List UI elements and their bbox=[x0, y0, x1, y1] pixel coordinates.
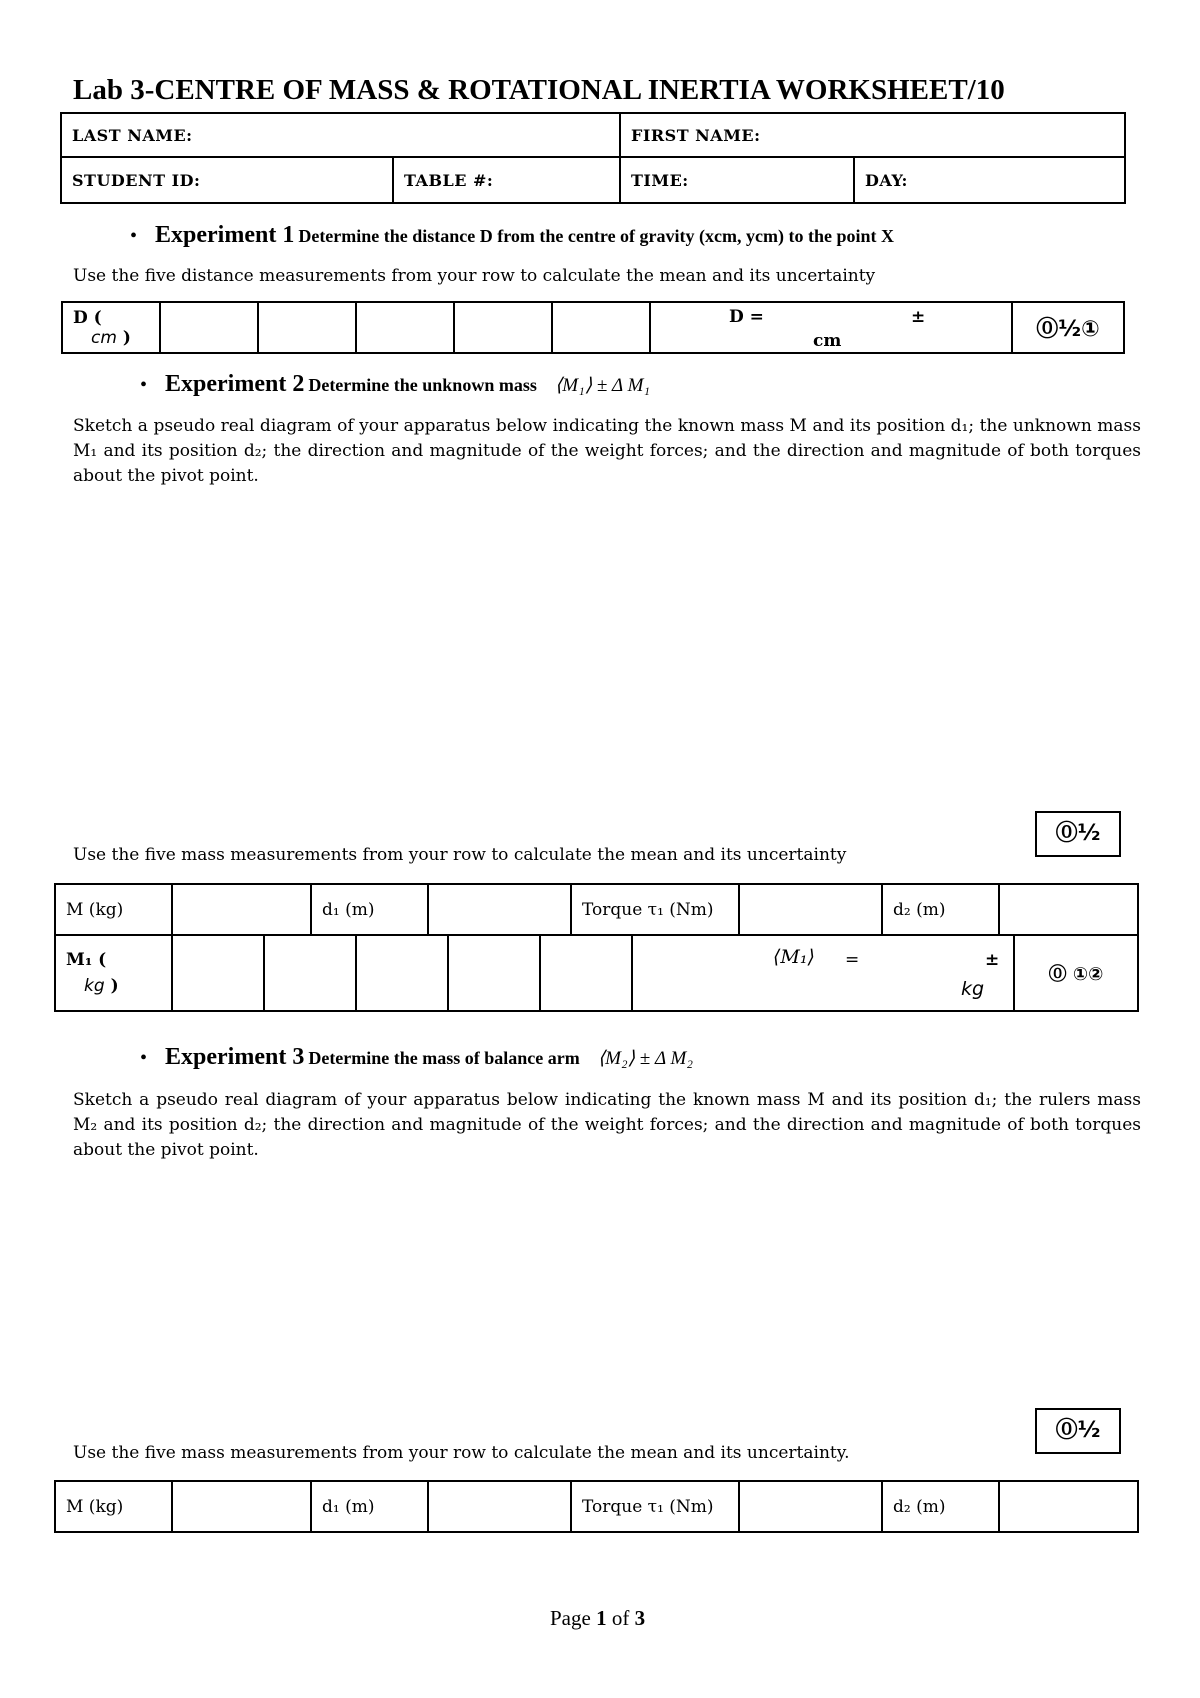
bullet: • bbox=[140, 374, 148, 396]
d-cell-2[interactable] bbox=[258, 302, 356, 353]
experiment-3-heading bbox=[140, 1044, 693, 1071]
experiment-1-description: Determine the distance D from the centre of gravity (xcm, ycm) to the point X bbox=[298, 226, 894, 246]
experiment-3-instruction: Use the five mass measurements from your row to calculate the mean and its uncertainty. bbox=[73, 1443, 850, 1463]
m1-cell-1[interactable] bbox=[172, 935, 264, 1011]
bullet: • bbox=[140, 1047, 148, 1069]
m1-cell-2[interactable] bbox=[264, 935, 356, 1011]
exp2-score: ⓪ ①② bbox=[1014, 935, 1138, 1011]
d2-value[interactable] bbox=[999, 884, 1138, 935]
d-mean-unit: cm bbox=[813, 331, 842, 351]
d1-value[interactable] bbox=[428, 1481, 571, 1532]
day-field[interactable]: DAY: bbox=[854, 157, 1125, 203]
exp1-score: ⓪½① bbox=[1012, 302, 1124, 353]
table-number-field[interactable]: TABLE #: bbox=[393, 157, 620, 203]
experiment-2-heading bbox=[140, 371, 650, 398]
d-row-label-text: D ( bbox=[73, 307, 102, 328]
exp2-sketch-score: ⓪½ bbox=[1035, 811, 1121, 857]
experiment-2-description: Determine the unknown mass bbox=[308, 375, 537, 395]
m1-table bbox=[54, 934, 1139, 1012]
experiment-3-sketch-area[interactable] bbox=[73, 1165, 1123, 1405]
student-id-field[interactable]: STUDENT ID: bbox=[61, 157, 393, 203]
d2-value[interactable] bbox=[999, 1481, 1138, 1532]
d-mean-label: D = bbox=[729, 307, 764, 327]
page-prefix: Page bbox=[550, 1606, 597, 1630]
m1-mean-cell[interactable] bbox=[632, 935, 1014, 1011]
experiment-3-sketch-instruction: Sketch a pseudo real diagram of your apparatus below indicating the known mass M and its position d₁; the rulers mass M₂ and its position d₂; the direction and magnitude of the weight forces; and the direction and magnitude of both torques about the pivot point. bbox=[73, 1090, 1141, 1160]
d1-value[interactable] bbox=[428, 884, 571, 935]
d1-label: d₁ (m) bbox=[311, 884, 428, 935]
d-cell-4[interactable] bbox=[454, 302, 552, 353]
d1-label: d₁ (m) bbox=[311, 1481, 428, 1532]
experiment-2-label: Experiment 2 bbox=[165, 371, 305, 397]
torque-label: Torque τ₁ (Nm) bbox=[571, 884, 739, 935]
m-value[interactable] bbox=[172, 884, 311, 935]
m1-row-label-text: M₁ ( bbox=[66, 950, 107, 970]
torque-value[interactable] bbox=[739, 1481, 882, 1532]
distance-table bbox=[61, 301, 1125, 354]
m1-cell-3[interactable] bbox=[356, 935, 448, 1011]
m1-close-paren: ) bbox=[110, 976, 119, 996]
d-pm-sign: ± bbox=[911, 307, 926, 327]
experiment-3-label: Experiment 3 bbox=[165, 1044, 305, 1070]
d2-label: d₂ (m) bbox=[882, 884, 999, 935]
first-name-field[interactable]: FIRST NAME: bbox=[620, 113, 1125, 157]
m1-row-label bbox=[55, 935, 172, 1011]
m1-pm-sign: ± bbox=[985, 950, 1000, 970]
experiment-3-math: ⟨M₂⟩ ± Δ M₂ bbox=[597, 1048, 693, 1069]
m1-cell-4[interactable] bbox=[448, 935, 540, 1011]
exp3-parameters-table bbox=[54, 1480, 1139, 1533]
page-footer bbox=[550, 1606, 645, 1631]
torque-label: Torque τ₁ (Nm) bbox=[571, 1481, 739, 1532]
m1-unit: kg bbox=[84, 976, 105, 996]
experiment-2-instruction: Use the five mass measurements from your row to calculate the mean and its uncertainty bbox=[73, 845, 847, 865]
experiment-3-description: Determine the mass of balance arm bbox=[308, 1048, 580, 1068]
time-field[interactable]: TIME: bbox=[620, 157, 854, 203]
d2-label: d₂ (m) bbox=[882, 1481, 999, 1532]
m1-mean-unit: kg bbox=[961, 978, 985, 1000]
experiment-1-heading bbox=[130, 222, 894, 249]
m1-mean-label: ⟨M₁⟩ bbox=[773, 946, 815, 968]
d-cell-5[interactable] bbox=[552, 302, 650, 353]
d-row-label bbox=[62, 302, 160, 353]
m1-cell-5[interactable] bbox=[540, 935, 632, 1011]
page-of: of bbox=[606, 1606, 635, 1630]
d-cell-1[interactable] bbox=[160, 302, 258, 353]
torque-value[interactable] bbox=[739, 884, 882, 935]
student-info-table bbox=[60, 112, 1126, 204]
d-unit: cm bbox=[91, 327, 117, 348]
m-label: M (kg) bbox=[55, 884, 172, 935]
page-total: 3 bbox=[634, 1606, 646, 1630]
experiment-1-label: Experiment 1 bbox=[155, 222, 295, 248]
m1-equals: = bbox=[845, 950, 860, 970]
experiment-2-sketch-area[interactable] bbox=[73, 490, 1123, 810]
m-value[interactable] bbox=[172, 1481, 311, 1532]
last-name-field[interactable]: LAST NAME: bbox=[61, 113, 620, 157]
exp2-parameters-table bbox=[54, 883, 1139, 936]
experiment-2-sketch-instruction: Sketch a pseudo real diagram of your apparatus below indicating the known mass M and its position d₁; the unknown mass M₁ and its position d₂; the direction and magnitude of the weight forces; and the direction and magnitude of both torques about the pivot point. bbox=[73, 416, 1141, 486]
experiment-1-instruction: Use the five distance measurements from your row to calculate the mean and its uncertainty bbox=[73, 266, 876, 286]
page-number: 1 bbox=[596, 1606, 607, 1630]
m-label: M (kg) bbox=[55, 1481, 172, 1532]
exp3-sketch-score: ⓪½ bbox=[1035, 1408, 1121, 1454]
d-close-paren: ) bbox=[122, 327, 131, 348]
bullet: • bbox=[130, 225, 138, 247]
d-mean-cell[interactable] bbox=[650, 302, 1012, 353]
page-title: Lab 3-CENTRE OF MASS & ROTATIONAL INERTIA WORKSHEET/10 bbox=[73, 74, 1005, 106]
d-cell-3[interactable] bbox=[356, 302, 454, 353]
experiment-2-math: ⟨M₁⟩ ± Δ M₁ bbox=[554, 375, 651, 396]
